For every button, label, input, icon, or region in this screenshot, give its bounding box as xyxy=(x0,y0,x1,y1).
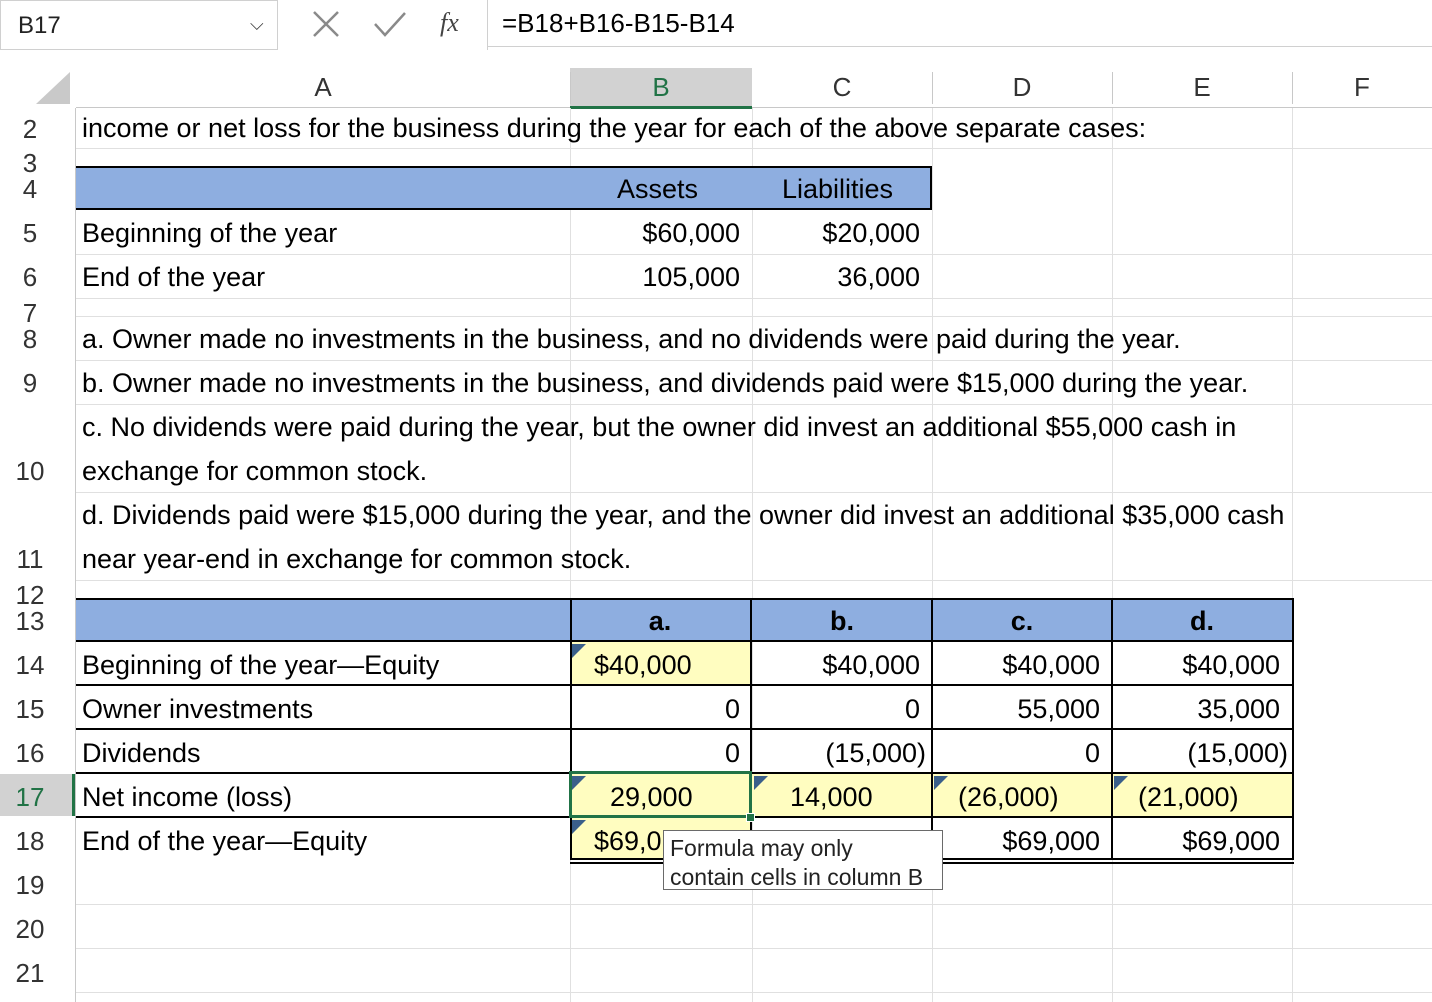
row-header-divider xyxy=(75,108,76,1002)
row-header-16[interactable]: 16 xyxy=(15,738,45,768)
confirm-icon[interactable] xyxy=(372,8,408,40)
grid-hline xyxy=(76,316,1432,317)
row-header-13[interactable]: 13 xyxy=(15,606,45,636)
comment-marker-icon xyxy=(572,820,586,839)
cancel-icon[interactable] xyxy=(310,8,342,40)
column-header-e[interactable]: E xyxy=(1193,71,1211,102)
row-header-17[interactable]: 17 xyxy=(15,782,45,812)
grid-hline xyxy=(76,404,1432,405)
row-header-14[interactable]: 14 xyxy=(15,650,45,680)
row-header-2[interactable]: 2 xyxy=(22,114,38,144)
column-header-b[interactable]: B xyxy=(570,68,752,109)
cell-b17[interactable]: 29,000 xyxy=(610,782,693,812)
case-a-text: a. Owner made no investments in the business, and no dividends were paid during the year. xyxy=(82,324,1181,354)
row2-text: income or net loss for the business during the year for each of the above separate cases: xyxy=(82,113,1147,143)
table1-row6-liabilities: 36,000 xyxy=(837,262,920,292)
table1-liabilities-header: Liabilities xyxy=(782,174,894,204)
cell-c14[interactable]: $40,000 xyxy=(822,650,920,680)
row-header-3[interactable]: 3 xyxy=(22,148,38,178)
row-header-4[interactable]: 4 xyxy=(22,174,38,204)
fill-handle[interactable] xyxy=(746,813,755,822)
grid-hline xyxy=(76,948,1432,949)
grid-hline xyxy=(76,254,1432,255)
grid-hline xyxy=(76,992,1432,993)
table2-col-border xyxy=(1292,598,1294,860)
col-divider xyxy=(570,72,571,104)
cell-b18[interactable]: $69,0 xyxy=(594,826,662,856)
table2-label-net-income: Net income (loss) xyxy=(82,782,293,812)
row-header-8[interactable]: 8 xyxy=(22,324,38,354)
grid-hline xyxy=(76,580,1432,581)
formula-bar-bottom-border xyxy=(487,46,1432,47)
row-header-12[interactable]: 12 xyxy=(15,580,45,610)
row-header-5[interactable]: 5 xyxy=(22,218,38,248)
row-header-9[interactable]: 9 xyxy=(22,368,38,398)
row-header-7[interactable]: 7 xyxy=(22,298,38,328)
row-header-18[interactable]: 18 xyxy=(15,826,45,856)
col-divider xyxy=(1292,72,1293,104)
cell-e16[interactable]: (15,000) xyxy=(1187,738,1288,768)
grid-hline xyxy=(76,298,1432,299)
case-d-text-line1: d. Dividends paid were $15,000 during the year, and the owner did invest an additional $35,000 cash xyxy=(82,500,1285,530)
cell-e15[interactable]: 35,000 xyxy=(1197,694,1280,724)
comment-marker-icon xyxy=(1114,776,1128,795)
table2-label-end-equity: End of the year—Equity xyxy=(82,826,368,856)
grid-vline xyxy=(1292,108,1293,1002)
column-header-a[interactable]: A xyxy=(314,71,332,102)
cell-e14[interactable]: $40,000 xyxy=(1182,650,1280,680)
table1-row5-label: Beginning of the year xyxy=(82,218,338,248)
cell-b16[interactable]: 0 xyxy=(724,738,740,768)
grid-vline xyxy=(1112,108,1113,1002)
cell-c16[interactable]: (15,000) xyxy=(825,738,926,768)
name-box-value: B17 xyxy=(18,12,61,39)
validation-tooltip xyxy=(663,830,943,890)
table2-header-b: b. xyxy=(830,606,854,636)
table2-header-d: d. xyxy=(1190,606,1214,636)
row-header-11[interactable]: 11 xyxy=(16,544,44,574)
cell-d14[interactable]: $40,000 xyxy=(1002,650,1100,680)
row-header-15[interactable]: 15 xyxy=(15,694,45,724)
column-header-d[interactable]: D xyxy=(1012,71,1032,102)
cell-e17[interactable]: (21,000) xyxy=(1138,782,1239,812)
row-header-19[interactable]: 19 xyxy=(15,870,45,900)
table2-header-c: c. xyxy=(1010,606,1034,636)
cell-d15[interactable]: 55,000 xyxy=(1017,694,1100,724)
active-cell-selection[interactable] xyxy=(569,771,752,818)
cell-d16[interactable]: 0 xyxy=(1084,738,1100,768)
select-all-corner[interactable] xyxy=(0,66,76,108)
case-c-text-line1: c. No dividends were paid during the year, but the owner did invest an additional $55,000 cash in xyxy=(82,412,1237,442)
grid-hline xyxy=(76,492,1432,493)
fx-icon[interactable]: fx xyxy=(440,8,459,37)
case-b-text: b. Owner made no investments in the business, and dividends paid were $15,000 during the year. xyxy=(82,368,1249,398)
comment-marker-icon xyxy=(934,776,948,795)
table2-label-beginning-equity: Beginning of the year—Equity xyxy=(82,650,440,680)
table1-row5-liabilities: $20,000 xyxy=(822,218,920,248)
comment-marker-icon xyxy=(572,644,586,663)
cell-d17[interactable]: (26,000) xyxy=(958,782,1059,812)
case-c-text-line2: exchange for common stock. xyxy=(82,456,428,486)
grid-hline xyxy=(76,148,1432,149)
col-divider xyxy=(932,72,933,104)
case-d-text-line2: near year-end in exchange for common stock. xyxy=(82,544,632,574)
comment-marker-icon xyxy=(754,776,768,795)
tooltip-line-1: Formula may only xyxy=(670,835,853,861)
cell-c15[interactable]: 0 xyxy=(904,694,920,724)
row-header-20[interactable]: 20 xyxy=(15,914,45,944)
table2-header-a: a. xyxy=(648,606,672,636)
column-header-f[interactable]: F xyxy=(1354,71,1370,102)
formula-divider xyxy=(487,0,488,50)
grid-hline xyxy=(76,904,1432,905)
column-header-c[interactable]: C xyxy=(832,71,852,102)
row-header-21[interactable]: 21 xyxy=(15,958,45,988)
row-header-10[interactable]: 10 xyxy=(15,456,45,486)
cell-b15[interactable]: 0 xyxy=(724,694,740,724)
table2-label-dividends: Dividends xyxy=(82,738,201,768)
table1-row5-assets: $60,000 xyxy=(642,218,740,248)
table1-row6-label: End of the year xyxy=(82,262,266,292)
table2-label-owner-investments: Owner investments xyxy=(82,694,314,724)
row-header-6[interactable]: 6 xyxy=(22,262,38,292)
formula-input[interactable]: =B18+B16-B15-B14 xyxy=(502,8,735,38)
table1-assets-header: Assets xyxy=(617,174,699,204)
cell-c17[interactable]: 14,000 xyxy=(790,782,873,812)
cell-b14[interactable]: $40,000 xyxy=(594,650,692,680)
cell-e18[interactable]: $69,000 xyxy=(1182,826,1280,856)
cell-d18[interactable]: $69,000 xyxy=(1002,826,1100,856)
col-divider xyxy=(1112,72,1113,104)
tooltip-line-2: contain cells in column B xyxy=(670,864,924,890)
chevron-down-icon[interactable]: ⌵ xyxy=(250,14,264,34)
grid-hline xyxy=(76,360,1432,361)
table1-row6-assets: 105,000 xyxy=(642,262,740,292)
